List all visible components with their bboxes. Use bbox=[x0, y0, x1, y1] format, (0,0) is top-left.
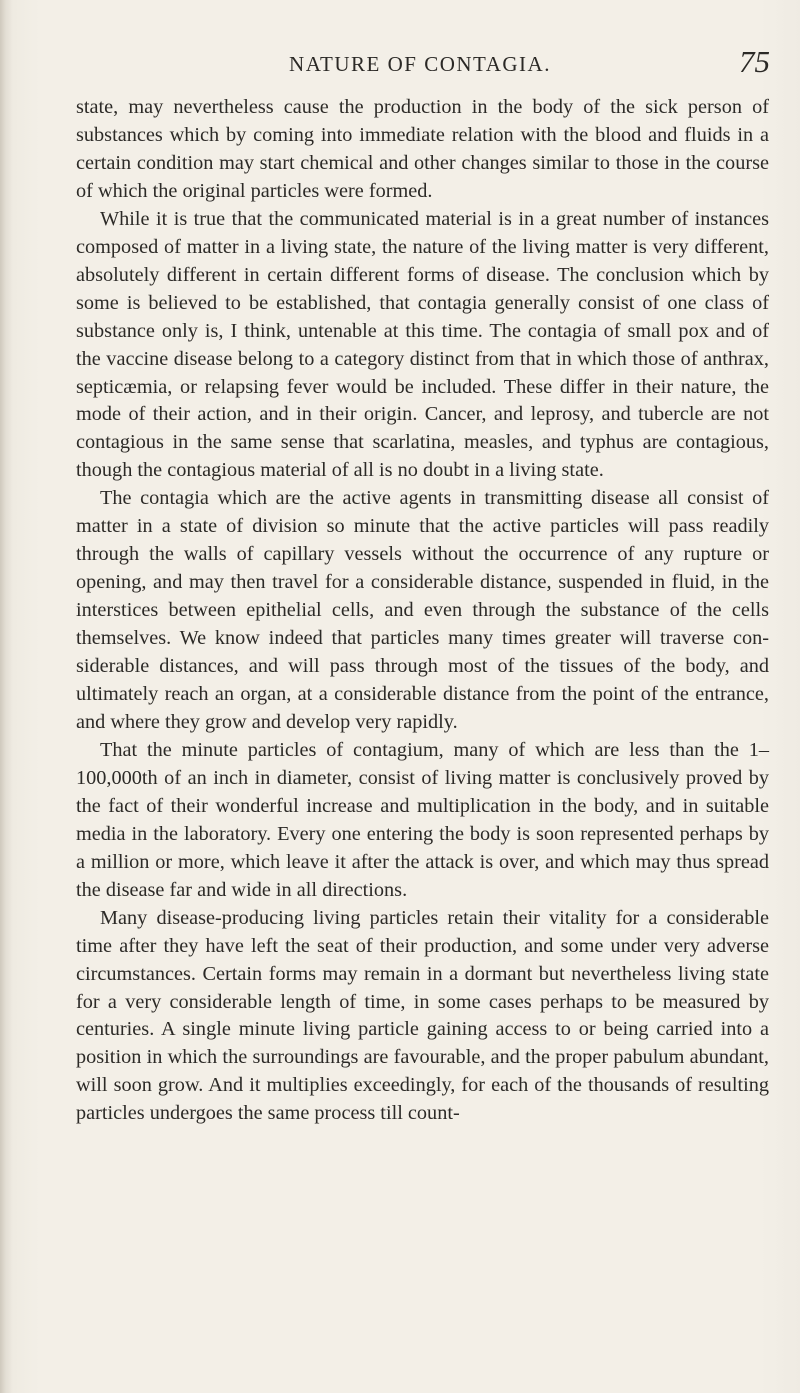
binding-gutter bbox=[0, 0, 12, 1393]
running-head: NATURE OF CONTAGIA. bbox=[289, 52, 551, 76]
paragraph-1: state, may nevertheless cause the production in the body of the sick person of substances which by coming into immediate relation with the blood and fluids in a certain condition may start chemical and other changes similar to those in the course of which the original particles were formed. bbox=[76, 96, 769, 202]
paragraph-4: That the minute particles of contagium, many of which are less than the 1–100,000th of an inch in diameter, consist of living matter is conclusively proved by the fact of their wonderful increase and multiplication in the body, and in suitable media in the laboratory. Every one entering the body is soon represented perhaps by a million or more, which leave it after the attack is over, and which may thus spread the disease far and wide in all directions. bbox=[76, 738, 769, 901]
body-text bbox=[76, 94, 769, 1128]
paragraph-3: The contagia which are the active agents in transmitting disease all consist of matter in a state of division so minute that the active particles will pass readily through the walls of capillary vessels without the occurrence of any rupture or opening, and may then travel for a considerable distance, suspended in fluid, in the interstices between epithelial cells, and even through the substance of the cells themselves. We know indeed that particles many times greater will traverse considerable distances, and will pass through most of the tissues of the body, and ultimately reach an organ, at a considerable distance from the point of the entrance, and where they grow and develop very rapidly. bbox=[76, 487, 769, 733]
paragraph-2: While it is true that the communicated material is in a great number of instances composed of matter in a living state, the nature of the living matter is very different, absolutely different in certain different forms of disease. The conclusion which by some is believed to be established, that contagia generally consist of one class of substance only is, I think, untenable at this time. The contagia of small pox and of the vaccine disease belong to a category distinct from that in which those of anthrax, septicæmia, or relapsing fever would be included. These differ in their nature, the mode of their action, and in their origin. Cancer, and leprosy, and tubercle are not contagious in the same sense that scarlatina, measles, and typhus are contagious, though the contagious material of all is no doubt in a living state. bbox=[76, 207, 769, 482]
page-number: 75 bbox=[739, 44, 770, 79]
paragraph-5: Many disease-producing living particles retain their vitality for a considerable time after they have left the seat of their production, and some under very adverse circumstances. Certain forms may remain in a dormant but nevertheless living state for a very considerable length of time, in some cases perhaps to be measured by centuries. A single minute living particle gaining access to or being carried into a position in which the surroundings are favourable, and the proper pabulum abundant, will soon grow. And it multiplies exceedingly, for each of the thousands of resulting particles undergoes the same process till count- bbox=[76, 906, 769, 1125]
page-header bbox=[70, 44, 770, 88]
